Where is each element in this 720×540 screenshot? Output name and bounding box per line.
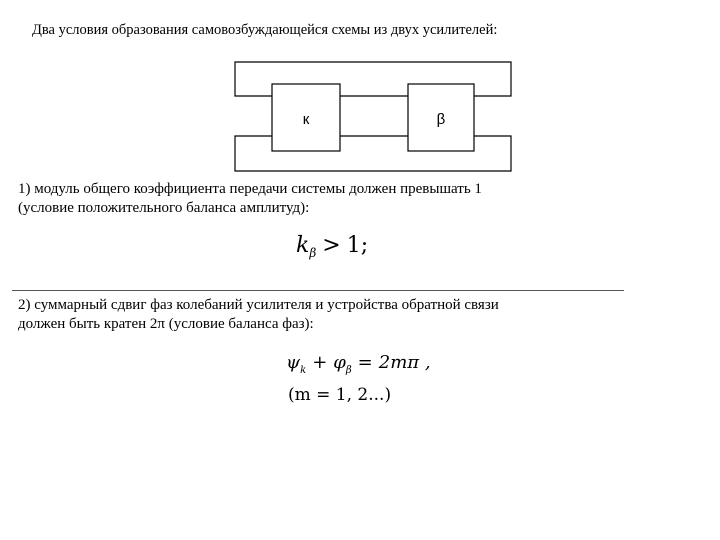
condition-1-line-2: (условие положительного баланса амплитуд): — [18, 200, 310, 216]
formula-eq: = — [357, 352, 373, 373]
phase-balance-formula — [286, 352, 431, 376]
separator-line — [12, 290, 624, 291]
formula-2mpi: 2mπ , — [378, 352, 431, 373]
formula-k: k — [296, 233, 310, 258]
amplitude-balance-formula — [296, 233, 368, 260]
formula-rhs: 1; — [346, 233, 369, 258]
formula-k-subscript: β — [309, 246, 317, 260]
condition-2-line-2: должен быть кратен 2π (условие баланса фаз): — [18, 316, 314, 332]
condition-2-line-1: 2) суммарный сдвиг фаз колебаний усилителя и устройства обратной связи — [18, 297, 499, 313]
slide-title: Два условия образования самовозбуждающейся схемы из двух усилителей: — [32, 22, 498, 38]
phase-range-formula: (m = 1, 2...) — [288, 385, 392, 405]
amplifier-label: к — [302, 111, 310, 128]
feedback-label: β — [436, 111, 446, 128]
condition-2 — [18, 296, 499, 334]
formula-plus: + — [312, 352, 328, 373]
condition-1-line-1: 1) модуль общего коэффициента передачи системы должен превышать 1 — [18, 181, 482, 197]
formula-psi: ψ — [286, 352, 301, 373]
formula-phi: φ — [333, 352, 346, 373]
formula-psi-subscript: k — [300, 365, 307, 376]
formula-gt: > — [322, 233, 341, 258]
condition-1 — [18, 180, 482, 218]
formula-phi-subscript: β — [345, 365, 352, 376]
